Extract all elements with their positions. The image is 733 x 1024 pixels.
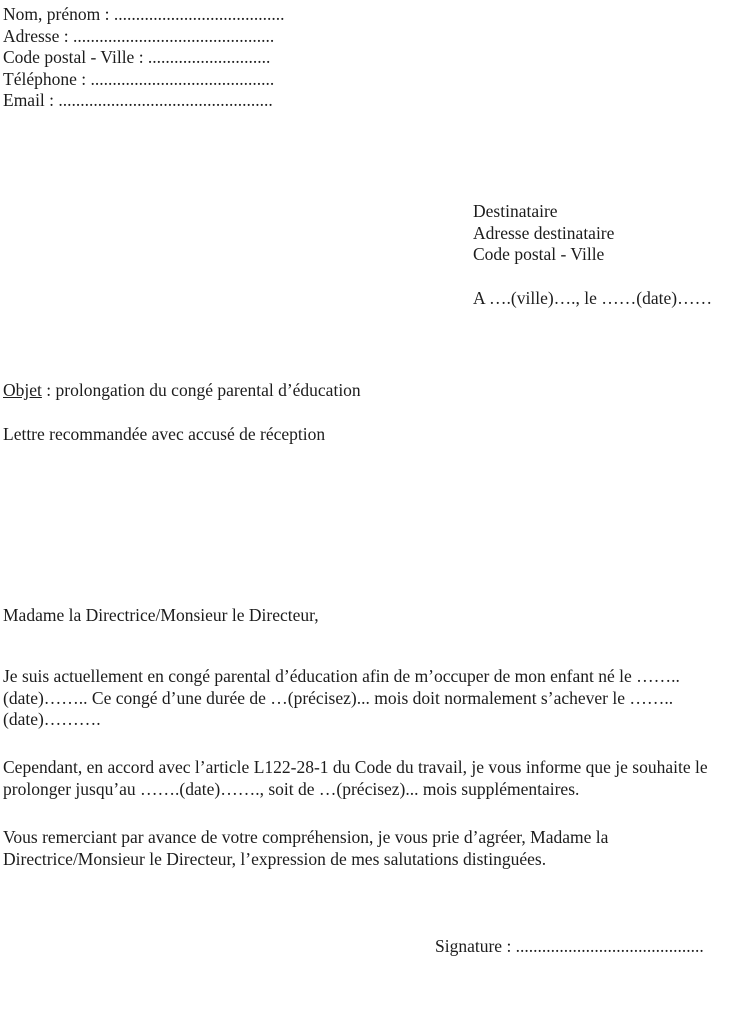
sender-block (3, 4, 284, 112)
recipient-name-line: Destinataire (473, 201, 558, 221)
body-paragraph-2: Cependant, en accord avec l’article L122-28-1 du Code du travail, je vous informe que je souhaite le prolonger jusqu’au …….(date)……., soit de …(précisez)... mois supplémentaires. (3, 757, 708, 799)
subject-text: : prolongation du congé parental d’éducation (41, 380, 361, 400)
subject-label: Objet (3, 380, 42, 400)
recipient-block (473, 201, 614, 266)
registered-mail-mention: Lettre recommandée avec accusé de réception (3, 424, 326, 444)
sender-address-line: Adresse : .............................................. (3, 25, 275, 46)
body-paragraph-1: Je suis actuellement en congé parental d’éducation afin de m’occuper de mon enfant né le ……..(date)…….. Ce congé d’une durée de …(précisez)... mois doit normalement s’achever le ……..(date)………. (3, 666, 680, 729)
sender-phone-line: Téléphone : .......................................... (3, 68, 275, 89)
signature-line: Signature : ........................................... (435, 936, 704, 956)
recipient-address-line: Adresse destinataire (473, 222, 615, 243)
body-paragraph-3: Vous remerciant par avance de votre compréhension, je vous prie d’agréer, Madame la Directrice/Monsieur le Directeur, l’expression de mes salutations distinguées. (3, 827, 609, 869)
place-date-line: A ….(ville)…., le ……(date)…… (473, 288, 713, 308)
salutation: Madame la Directrice/Monsieur le Directeur, (3, 605, 319, 625)
sender-email-line: Email : ................................................. (3, 90, 273, 110)
sender-name-line: Nom, prénom : ....................................... (3, 4, 285, 24)
sender-city-line: Code postal - Ville : ............................ (3, 47, 271, 67)
subject-line (3, 380, 361, 402)
recipient-city-line: Code postal - Ville (473, 244, 605, 264)
